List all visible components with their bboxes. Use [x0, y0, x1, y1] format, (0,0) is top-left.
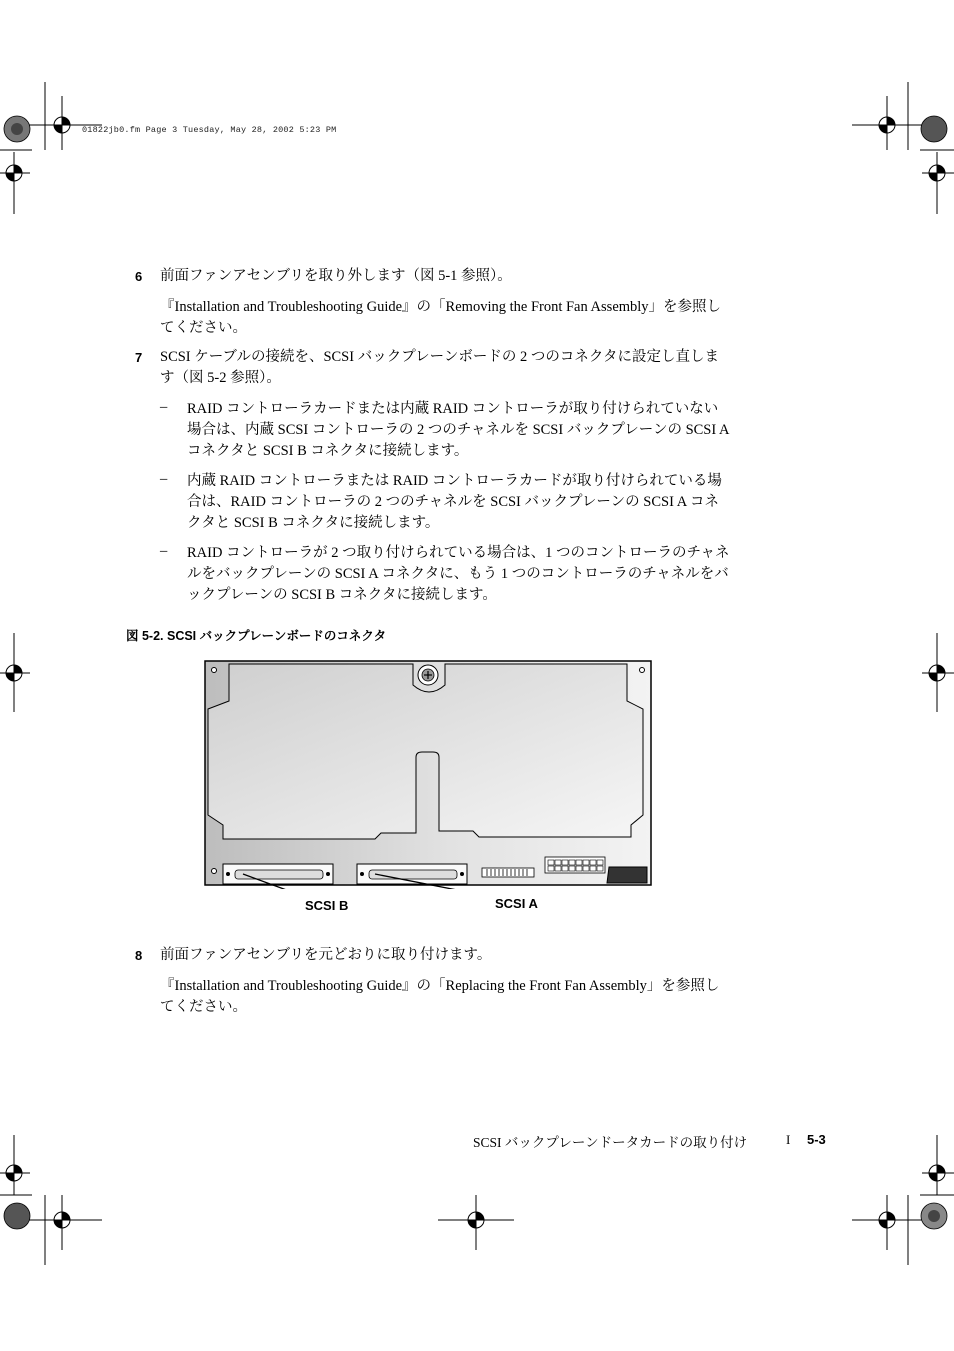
bullet-item: 内蔵 RAID コントローラまたは RAID コントローラカードが取り付けられている場合は、RAID コントローラの 2 つのチャネルを SCSI バックプレーンの SCSI A コネクタと SCSI B コネクタに接続します。	[187, 473, 722, 531]
step-text: SCSI ケーブルの接続を、SCSI バックプレーンボードの 2 つのコネクタに設定し直します（図 5-2 参照）。	[160, 349, 720, 386]
page-number: 5-3	[807, 1132, 826, 1147]
step-note: 『Installation and Troubleshooting Guide』の「Replacing the Front Fan Assembly」を参照してください。	[160, 978, 720, 1015]
callout-scsi-a: SCSI A	[495, 896, 538, 911]
bullet-item: RAID コントローラが 2 つ取り付けられている場合は、1 つのコントローラのチャネルをバックプレーンの SCSI A コネクタに、もう 1 つのコントローラのチャネルをバックプレーンの SCSI B コネクタに接続します。	[187, 545, 730, 603]
backplane-board-illustration	[203, 659, 655, 889]
bullet-item: RAID コントローラカードまたは内蔵 RAID コントローラが取り付けられていない場合は、内蔵 SCSI コントローラの 2 つのチャネルを SCSI バックプレーンの SCSI A コネクタと SCSI B コネクタに接続します。	[187, 401, 729, 459]
footer-title: SCSI バックプレーンドータカードの取り付け	[473, 1135, 748, 1150]
step-number: 8	[135, 948, 143, 963]
figure-caption: 図 5-2. SCSI バックプレーンボードのコネクタ	[126, 629, 387, 643]
step-number: 7	[135, 350, 143, 365]
footer-separator: I	[786, 1132, 791, 1147]
bullet-marker: –	[160, 399, 168, 415]
step-text: 前面ファンアセンブリを元どおりに取り付けます。	[160, 947, 492, 963]
bullet-marker: –	[160, 471, 168, 487]
step-note: 『Installation and Troubleshooting Guide』の「Removing the Front Fan Assembly」を参照してください。	[160, 299, 722, 336]
callout-scsi-b: SCSI B	[305, 898, 349, 913]
step-number: 6	[135, 269, 143, 284]
step-text: 前面ファンアセンブリを取り外します（図 5-1 参照）。	[160, 268, 512, 284]
bullet-marker: –	[160, 543, 168, 559]
print-slug: 01822jb0.fm Page 3 Tuesday, May 28, 2002 5:23 PM	[82, 125, 337, 135]
